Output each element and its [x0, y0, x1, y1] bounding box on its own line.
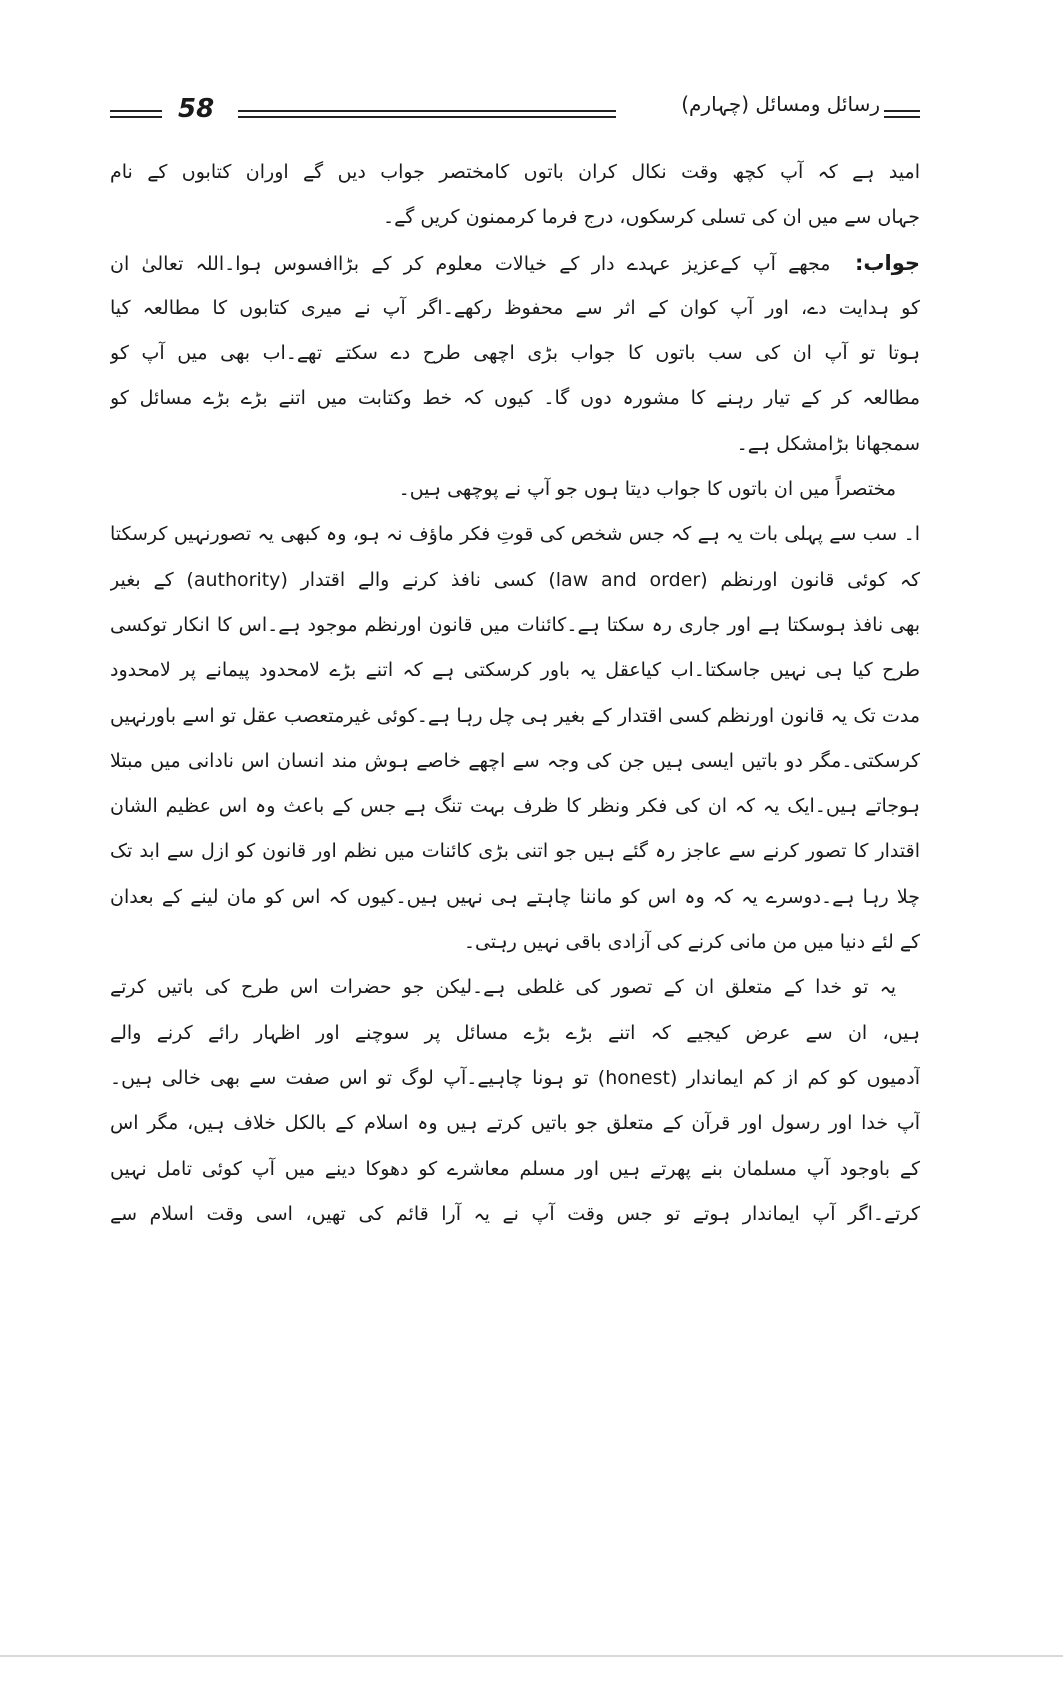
- running-title: رسائل ومسائل (چہارم): [681, 92, 880, 116]
- header-rule-right: [884, 110, 920, 118]
- text-line: کرتے۔اگر آپ ایماندار ہوتے تو جس وقت آپ نے یہ آرا قائم کی تھیں، اسی وقت اسلام سے: [110, 1202, 920, 1225]
- answer-line: [110, 241, 920, 286]
- text-line: ہوتا تو آپ ان کی سب باتوں کا جواب بڑی اچھی طرح دے سکتے تھے۔اب بھی میں آپ کو: [110, 342, 920, 365]
- text-line: بھی نافذ ہوسکتا ہے اور جاری رہ سکتا ہے۔کائنات میں قانون اورنظم موجود ہے۔اس کا انکار توکسی: [110, 613, 920, 636]
- text-line: جہاں سے میں ان کی تسلی کرسکوں، درج فرما کرممنون کریں گے۔: [382, 206, 920, 229]
- text-line: مختصراً میں ان باتوں کا جواب دیتا ہوں جو آپ نے پوچھی ہیں۔: [398, 478, 896, 501]
- page-number: 58: [178, 94, 215, 124]
- text-line: کے باوجود آپ مسلمان بنے پھرتے ہیں اور مسلم معاشرے کو دھوکا دینے میں آپ کوئی تامل نہیں: [110, 1157, 920, 1180]
- header-rule-middle: [238, 110, 616, 118]
- text-line: امید ہے کہ آپ کچھ وقت نکال کران باتوں کامختصر جواب دیں گے اوران کتابوں کے نام: [110, 161, 920, 183]
- text-line: ہیں، ان سے عرض کیجیے کہ اتنے بڑے بڑے مسائل پر سوچنے اور اظہار رائے کرنے والے: [110, 1021, 920, 1044]
- text-line: طرح کیا ہی نہیں جاسکتا۔اب کیاعقل یہ باور کرسکتی ہے کہ اتنے بڑے لامحدود پیمانے پر لامحدود: [110, 659, 920, 682]
- text-line: ہوجاتے ہیں۔ایک یہ کہ ان کی فکر ونظر کا ظرف بہت تنگ ہے جس کے باعث وہ اس عظیم الشان: [110, 795, 920, 818]
- text-line: مجھے آپ کےعزیز عہدے دار کے خیالات معلوم کر کے بڑاافسوس ہوا۔اللہ تعالیٰ ان: [110, 252, 831, 275]
- numbered-point-line: ا۔ سب سے پہلی بات یہ ہے کہ جس شخص کی قوتِ فکر ماؤف نہ ہو، وہ کبھی یہ تصورنہیں کرسکتا: [110, 523, 920, 546]
- text-line: اقتدار کا تصور کرنے سے عاجز رہ گئے ہیں جو اتنی بڑی کائنات میں نظم اور قانون کو ازل سے ابد تک: [110, 840, 920, 863]
- text-line: سمجھانا بڑامشکل ہے۔: [736, 432, 920, 455]
- header-rule-left: [110, 110, 162, 118]
- scan-edge: [0, 1655, 1063, 1657]
- answer-label: جواب:: [855, 250, 920, 275]
- text-line: کو ہدایت دے، اور آپ کوان کے اثر سے محفوظ رکھے۔اگر آپ نے میری کتابوں کا مطالعہ کیا: [110, 296, 920, 319]
- text-line: آپ خدا اور رسول اور قرآن کے متعلق جو باتیں کرتے ہیں وہ اسلام کے بالکل خلاف ہیں، مگر اس: [110, 1112, 920, 1135]
- text-line: یہ تو خدا کے متعلق ان کے تصور کی غلطی ہے۔لیکن جو حضرات اس طرح کی باتیں کرتے: [110, 976, 896, 999]
- text-line: چلا رہا ہے۔دوسرے یہ کہ وہ اس کو ماننا چاہتے ہی نہیں ہیں۔کیوں کہ اس کو مان لینے کے بعدان: [110, 885, 920, 908]
- text-line: مدت تک یہ قانون اورنظم کسی اقتدار کے بغیر ہی چل رہا ہے۔کوئی غیرمتعصب عقل تو اسے باورنہیں: [110, 704, 920, 727]
- page-header: [110, 92, 920, 136]
- text-line: کے لئے دنیا میں من مانی کرنے کی آزادی باقی نہیں رہتی۔: [463, 931, 920, 954]
- text-line: کہ کوئی قانون اورنظم (law and order) کسی نافذ کرنے والے اقتدار (authority) کے بغیر: [110, 568, 920, 591]
- text-line: کرسکتی۔مگر دو باتیں ایسی ہیں جن کی وجہ سے اچھے خاصے ہوش مند انسان اس نادانی میں مبتلا: [110, 749, 920, 772]
- body-text: [110, 150, 920, 1237]
- text-line: آدمیوں کو کم از کم ایماندار (honest) تو ہونا چاہیے۔آپ لوگ تو اس صفت سے بھی خالی ہیں۔: [110, 1066, 920, 1089]
- text-line: مطالعہ کر کے تیار رہنے کا مشورہ دوں گا۔ کیوں کہ خط وکتابت میں اتنے بڑے بڑے مسائل کو: [110, 387, 920, 410]
